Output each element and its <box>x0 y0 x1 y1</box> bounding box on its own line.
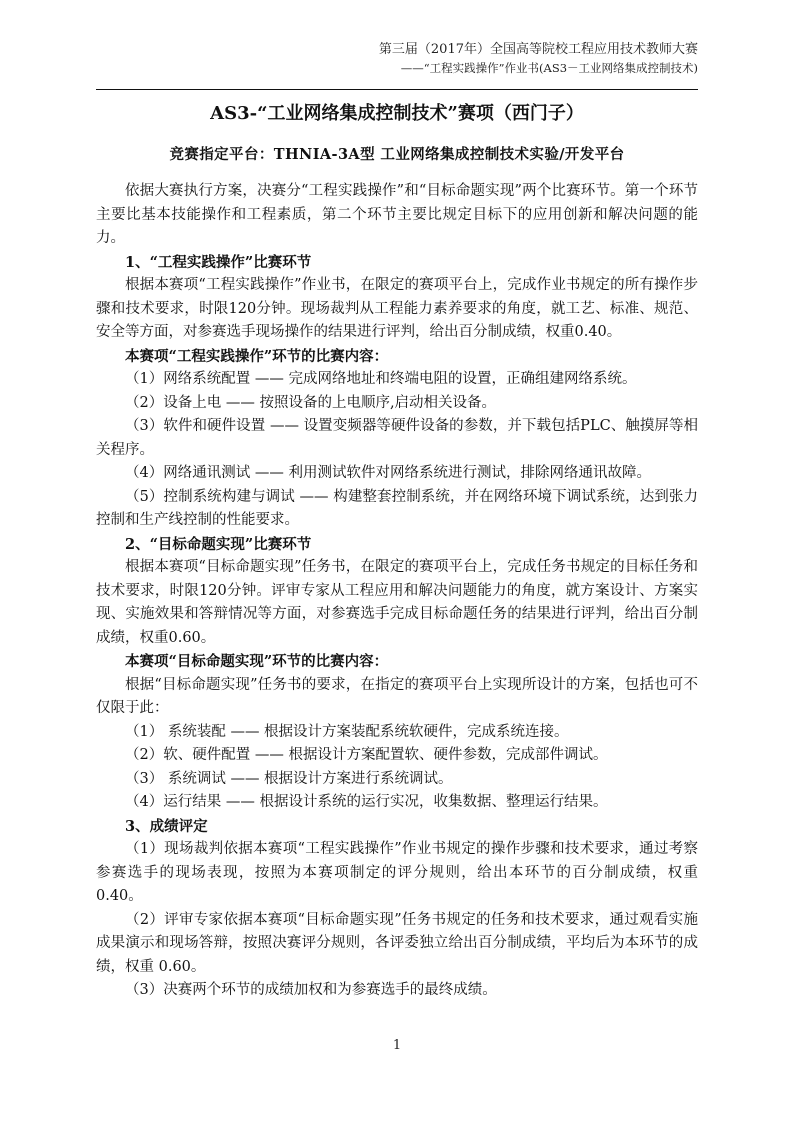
platform-line: 竞赛指定平台：THNIA-3A型 工业网络集成控制技术实验/开发平台 <box>169 146 625 163</box>
header-subtitle: ——“工程实践操作”作业书(AS3－工业网络集成控制技术) <box>400 61 698 75</box>
section-2-content-heading: 本赛项“目标命题实现”环节的比赛内容： <box>125 653 389 670</box>
header-divider <box>96 89 698 90</box>
page-header <box>96 40 698 78</box>
document-body <box>96 180 698 1003</box>
list-item: （2）评审专家依据本赛项“目标命题实现”任务书规定的任务和技术要求，通过观看实施成果演示和现场答辩，按照决赛评分规则，各评委独立给出百分制成绩，平均后为本环节的成绩，权重 0.60。 <box>96 911 698 975</box>
section-1-heading: 1、“工程实践操作”比赛环节 <box>125 253 312 271</box>
section-2-body: 根据本赛项“目标命题实现”任务书，在限定的赛项平台上，完成任务书规定的目标任务和技术要求，时限120分钟。评审专家从工程应用和解决问题能力的角度，就方案设计、方案实现、实施效果和答辩情况等方面，对参赛选手完成目标命题任务的结果进行评判，给出百分制成绩，权重0.60。 <box>96 559 698 646</box>
header-title: 第三届（2017年）全国高等院校工程应用技术教师大赛 <box>378 42 698 57</box>
page-number: 1 <box>392 1038 402 1053</box>
intro-paragraph: 依据大赛执行方案，决赛分“工程实践操作”和“目标命题实现”两个比赛环节。第一个环节主要比基本技能操作和工程素质，第二个环节主要比规定目标下的应用创新和解决问题的能力。 <box>96 183 698 246</box>
list-item: （3）软件和硬件设置 —— 设置变频器等硬件设备的参数，并下载包括PLC、触摸屏等相关程序。 <box>96 418 698 458</box>
section-2-content-intro: 根据“目标命题实现”任务书的要求，在指定的赛项平台上实现所设计的方案，包括也可不仅限于此： <box>96 676 698 716</box>
list-item: （4）网络通讯测试 —— 利用测试软件对网络系统进行测试，排除网络通讯故障。 <box>125 465 651 481</box>
document-title: AS3-“工业网络集成控制技术”赛项（西门子） <box>210 103 584 124</box>
list-item: （2）设备上电 —— 按照设备的上电顺序,启动相关设备。 <box>125 394 497 411</box>
list-item: （3）决赛两个环节的成绩加权和为参赛选手的最终成绩。 <box>125 982 497 998</box>
list-item: （1）现场裁判依据本赛项“工程实践操作”作业书规定的操作步骤和技术要求，通过考察参赛选手的现场表现，按照为本赛项制定的评分规则，给出本环节的百分制成绩，权重 0.40。 <box>96 841 698 904</box>
list-item: （3） 系统调试 —— 根据设计方案进行系统调试。 <box>125 770 453 787</box>
list-item: （5）控制系统构建与调试 —— 构建整套控制系统，并在网络环境下调试系统，达到张力控制和生产线控制的性能要求。 <box>96 488 698 528</box>
list-item: （2）软、硬件配置 —— 根据设计方案配置软、硬件参数，完成部件调试。 <box>125 747 608 763</box>
section-2-heading: 2、“目标命题实现”比赛环节 <box>125 535 312 553</box>
section-3-heading: 3、成绩评定 <box>125 817 208 835</box>
section-1-content-heading: 本赛项“工程实践操作”环节的比赛内容： <box>125 347 389 365</box>
list-item: （4）运行结果 —— 根据设计系统的运行实况，收集数据、整理运行结果。 <box>125 794 608 810</box>
section-1-body: 根据本赛项“工程实践操作”作业书，在限定的赛项平台上，完成作业书规定的所有操作步骤和技术要求，时限120分钟。现场裁判从工程能力素养要求的角度，就工艺、标准、规范、安全等方面，对参赛选手现场操作的结果进行评判，给出百分制成绩，权重0.40。 <box>96 277 698 340</box>
list-item: （1） 系统装配 —— 根据设计方案装配系统软硬件，完成系统连接。 <box>125 723 569 740</box>
list-item: （1）网络系统配置 —— 完成网络地址和终端电阻的设置，正确组建网络系统。 <box>125 371 637 387</box>
